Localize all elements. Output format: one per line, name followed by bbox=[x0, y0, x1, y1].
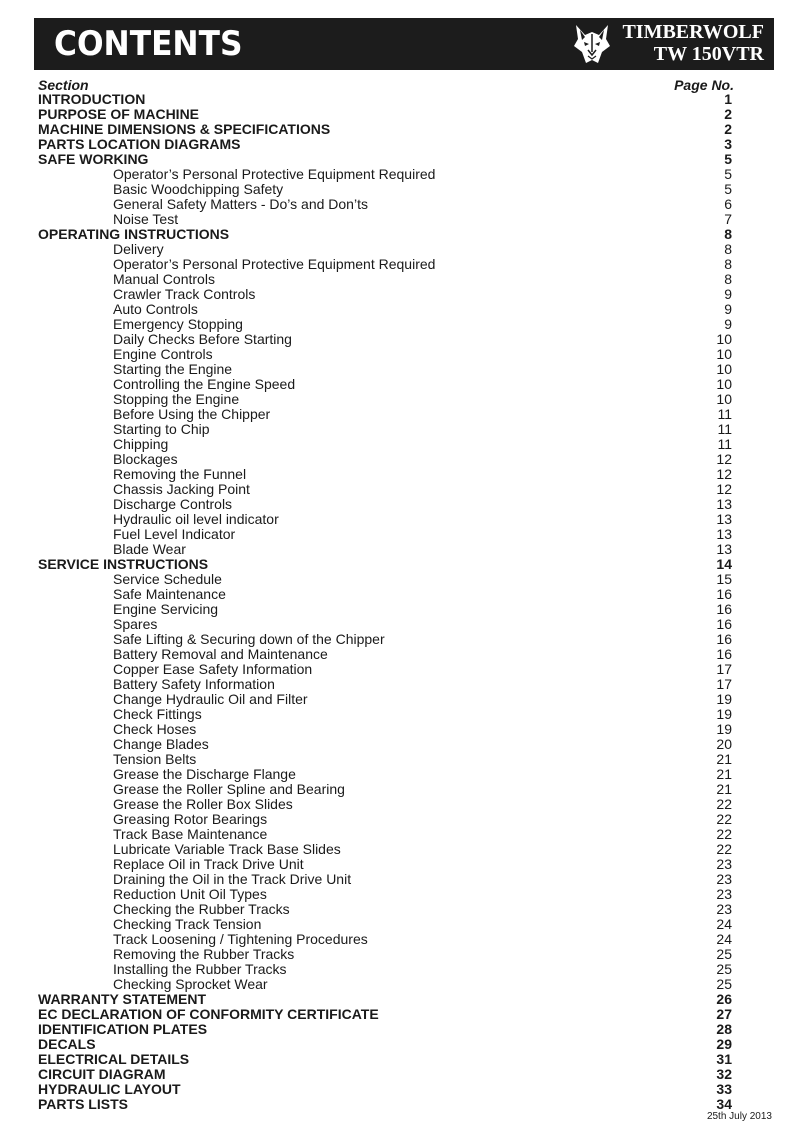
contents-subsection-row bbox=[38, 857, 734, 872]
entry-page-number: 10 bbox=[716, 361, 732, 377]
entry-label: Blade Wear bbox=[113, 541, 186, 557]
entry-page-number: 22 bbox=[716, 826, 732, 842]
contents-subsection-row bbox=[38, 332, 734, 347]
entry-label: Tension Belts bbox=[113, 751, 197, 767]
entry-label: Before Using the Chipper bbox=[113, 406, 271, 422]
entry-page-number: 31 bbox=[716, 1051, 732, 1067]
entry-label: Noise Test bbox=[113, 211, 179, 227]
contents-subsection-row bbox=[38, 287, 734, 302]
entry-page-number: 13 bbox=[716, 541, 732, 557]
entry-page-number: 8 bbox=[724, 256, 732, 272]
entry-page-number: 13 bbox=[716, 526, 732, 542]
entry-page-number: 25 bbox=[716, 946, 732, 962]
entry-label: Track Base Maintenance bbox=[113, 826, 268, 842]
contents-subsection-row bbox=[38, 572, 734, 587]
contents-section-row bbox=[38, 227, 734, 242]
contents-subsection-row bbox=[38, 797, 734, 812]
entry-page-number: 28 bbox=[716, 1021, 732, 1037]
entry-page-number: 25 bbox=[716, 961, 732, 977]
entry-label: MACHINE DIMENSIONS & SPECIFICATIONS bbox=[38, 121, 331, 137]
entry-page-number: 23 bbox=[716, 871, 732, 887]
entry-page-number: 12 bbox=[716, 481, 732, 497]
contents-subsection-row bbox=[38, 182, 734, 197]
entry-page-number: 16 bbox=[716, 646, 732, 662]
entry-label: Checking Sprocket Wear bbox=[113, 976, 268, 992]
entry-label: Operator’s Personal Protective Equipment Required bbox=[113, 256, 436, 272]
entry-page-number: 22 bbox=[716, 811, 732, 827]
entry-label: Installing the Rubber Tracks bbox=[113, 961, 287, 977]
entry-label: INTRODUCTION bbox=[38, 91, 146, 107]
entry-label: Blockages bbox=[113, 451, 178, 467]
entry-label: Engine Controls bbox=[113, 346, 213, 362]
entry-label: Removing the Rubber Tracks bbox=[113, 946, 295, 962]
entry-page-number: 26 bbox=[716, 991, 732, 1007]
entry-label: Stopping the Engine bbox=[113, 391, 240, 407]
contents-subsection-row bbox=[38, 827, 734, 842]
contents-subsection-row bbox=[38, 737, 734, 752]
wolf-head-icon bbox=[570, 22, 614, 66]
entry-label: Check Fittings bbox=[113, 706, 202, 722]
contents-subsection-row bbox=[38, 602, 734, 617]
contents-table bbox=[38, 77, 734, 1112]
entry-page-number: 8 bbox=[724, 271, 732, 287]
contents-subsection-row bbox=[38, 767, 734, 782]
contents-subsection-row bbox=[38, 647, 734, 662]
entry-label: EC DECLARATION OF CONFORMITY CERTIFICATE bbox=[38, 1006, 379, 1022]
contents-subsection-row bbox=[38, 932, 734, 947]
entry-page-number: 25 bbox=[716, 976, 732, 992]
entry-label: Checking the Rubber Tracks bbox=[113, 901, 290, 917]
contents-subsection-row bbox=[38, 167, 734, 182]
contents-subsection-row bbox=[38, 677, 734, 692]
entry-page-number: 23 bbox=[716, 901, 732, 917]
entry-label: Battery Removal and Maintenance bbox=[113, 646, 328, 662]
entry-page-number: 5 bbox=[724, 151, 732, 167]
contents-subsection-row bbox=[38, 812, 734, 827]
entry-page-number: 10 bbox=[716, 391, 732, 407]
entry-label: Manual Controls bbox=[113, 271, 215, 287]
page-header bbox=[34, 18, 774, 70]
entry-page-number: 9 bbox=[724, 286, 732, 302]
entry-label: Emergency Stopping bbox=[113, 316, 243, 332]
contents-section-row bbox=[38, 137, 734, 152]
contents-subsection-row bbox=[38, 212, 734, 227]
contents-subsection-row bbox=[38, 362, 734, 377]
entry-label: Greasing Rotor Bearings bbox=[113, 811, 268, 827]
entry-label: Spares bbox=[113, 616, 158, 632]
entry-label: Checking Track Tension bbox=[113, 916, 262, 932]
entry-label: Operator’s Personal Protective Equipment Required bbox=[113, 166, 436, 182]
entry-label: Check Hoses bbox=[113, 721, 197, 737]
entry-page-number: 8 bbox=[724, 241, 732, 257]
contents-subsection-row bbox=[38, 617, 734, 632]
page-column-header: Page No. bbox=[674, 77, 734, 93]
brand-line-1: TIMBERWOLF bbox=[622, 21, 764, 43]
contents-subsection-row bbox=[38, 272, 734, 287]
contents-subsection-row bbox=[38, 587, 734, 602]
entry-label: General Safety Matters - Do’s and Don’ts bbox=[113, 196, 368, 212]
contents-subsection-row bbox=[38, 662, 734, 677]
entry-label: Controlling the Engine Speed bbox=[113, 376, 296, 392]
contents-subsection-row bbox=[38, 407, 734, 422]
entry-page-number: 2 bbox=[724, 121, 732, 137]
contents-subsection-row bbox=[38, 782, 734, 797]
entry-page-number: 21 bbox=[716, 751, 732, 767]
entry-label: Auto Controls bbox=[113, 301, 198, 317]
entry-page-number: 19 bbox=[716, 721, 732, 737]
entry-page-number: 3 bbox=[724, 136, 732, 152]
contents-subsection-row bbox=[38, 242, 734, 257]
entry-page-number: 17 bbox=[716, 661, 732, 677]
entry-page-number: 16 bbox=[716, 631, 732, 647]
contents-section-row bbox=[38, 992, 734, 1007]
contents-subsection-row bbox=[38, 257, 734, 272]
contents-subsection-row bbox=[38, 692, 734, 707]
contents-subsection-row bbox=[38, 317, 734, 332]
entry-label: OPERATING INSTRUCTIONS bbox=[38, 226, 230, 242]
contents-section-row bbox=[38, 1007, 734, 1022]
entry-page-number: 21 bbox=[716, 766, 732, 782]
entry-page-number: 17 bbox=[716, 676, 732, 692]
contents-section-row bbox=[38, 1037, 734, 1052]
entry-page-number: 16 bbox=[716, 616, 732, 632]
entry-page-number: 13 bbox=[716, 496, 732, 512]
entry-page-number: 9 bbox=[724, 301, 732, 317]
contents-section-row bbox=[38, 1082, 734, 1097]
entry-label: CIRCUIT DIAGRAM bbox=[38, 1066, 166, 1082]
footer-date: 25th July 2013 bbox=[706, 1111, 772, 1122]
entry-label: Chipping bbox=[113, 436, 169, 452]
entry-page-number: 29 bbox=[716, 1036, 732, 1052]
contents-subsection-row bbox=[38, 542, 734, 557]
entry-label: Copper Ease Safety Information bbox=[113, 661, 313, 677]
entry-label: Track Loosening / Tightening Procedures bbox=[113, 931, 368, 947]
brand-name bbox=[622, 21, 764, 65]
contents-section-row bbox=[38, 557, 734, 572]
entry-page-number: 22 bbox=[716, 796, 732, 812]
entry-page-number: 2 bbox=[724, 106, 732, 122]
entry-page-number: 16 bbox=[716, 586, 732, 602]
contents-subsection-row bbox=[38, 887, 734, 902]
entry-label: Crawler Track Controls bbox=[113, 286, 256, 302]
entry-page-number: 10 bbox=[716, 331, 732, 347]
contents-subsection-row bbox=[38, 452, 734, 467]
entry-label: Delivery bbox=[113, 241, 164, 257]
entry-page-number: 12 bbox=[716, 466, 732, 482]
contents-section-row bbox=[38, 152, 734, 167]
contents-subsection-row bbox=[38, 437, 734, 452]
entry-page-number: 15 bbox=[716, 571, 732, 587]
contents-section-row bbox=[38, 1052, 734, 1067]
contents-subsection-row bbox=[38, 962, 734, 977]
entry-label: Hydraulic oil level indicator bbox=[113, 511, 279, 527]
entry-page-number: 20 bbox=[716, 736, 732, 752]
entry-page-number: 32 bbox=[716, 1066, 732, 1082]
contents-subsection-row bbox=[38, 707, 734, 722]
contents-subsection-row bbox=[38, 752, 734, 767]
contents-subsection-row bbox=[38, 482, 734, 497]
entry-page-number: 6 bbox=[724, 196, 732, 212]
entry-page-number: 19 bbox=[716, 691, 732, 707]
contents-subsection-row bbox=[38, 902, 734, 917]
entry-page-number: 11 bbox=[717, 436, 732, 452]
contents-subsection-row bbox=[38, 632, 734, 647]
entry-label: Engine Servicing bbox=[113, 601, 219, 617]
entry-label: PURPOSE OF MACHINE bbox=[38, 106, 200, 122]
entry-label: Grease the Roller Box Slides bbox=[113, 796, 293, 812]
contents-subsection-row bbox=[38, 722, 734, 737]
entry-page-number: 7 bbox=[724, 211, 732, 227]
entry-page-number: 22 bbox=[716, 841, 732, 857]
entry-label: PARTS LOCATION DIAGRAMS bbox=[38, 136, 241, 152]
entry-label: Removing the Funnel bbox=[113, 466, 247, 482]
entry-label: Safe Lifting & Securing down of the Chipper bbox=[113, 631, 385, 647]
entry-page-number: 21 bbox=[716, 781, 732, 797]
entry-page-number: 8 bbox=[724, 226, 732, 242]
entry-page-number: 5 bbox=[724, 166, 732, 182]
entry-label: Service Schedule bbox=[113, 571, 222, 587]
entry-label: Basic Woodchipping Safety bbox=[113, 181, 284, 197]
entry-page-number: 11 bbox=[717, 406, 732, 422]
contents-section-row bbox=[38, 122, 734, 137]
contents-entries bbox=[38, 92, 734, 1112]
entry-label: ELECTRICAL DETAILS bbox=[38, 1051, 190, 1067]
entry-label: Discharge Controls bbox=[113, 496, 233, 512]
entry-page-number: 23 bbox=[716, 886, 732, 902]
contents-section-row bbox=[38, 107, 734, 122]
entry-label: SAFE WORKING bbox=[38, 151, 149, 167]
contents-section-row bbox=[38, 1097, 734, 1112]
entry-label: Change Blades bbox=[113, 736, 209, 752]
entry-label: PARTS LISTS bbox=[38, 1096, 128, 1112]
entry-label: Battery Safety Information bbox=[113, 676, 275, 692]
entry-page-number: 11 bbox=[717, 421, 732, 437]
contents-subsection-row bbox=[38, 422, 734, 437]
entry-label: Chassis Jacking Point bbox=[113, 481, 250, 497]
entry-label: HYDRAULIC LAYOUT bbox=[38, 1081, 181, 1097]
contents-subsection-row bbox=[38, 917, 734, 932]
entry-label: SERVICE INSTRUCTIONS bbox=[38, 556, 209, 572]
entry-page-number: 9 bbox=[724, 316, 732, 332]
entry-page-number: 23 bbox=[716, 856, 732, 872]
entry-page-number: 12 bbox=[716, 451, 732, 467]
contents-subsection-row bbox=[38, 842, 734, 857]
entry-label: WARRANTY STATEMENT bbox=[38, 991, 206, 1007]
entry-label: Replace Oil in Track Drive Unit bbox=[113, 856, 304, 872]
entry-page-number: 16 bbox=[716, 601, 732, 617]
contents-section-row bbox=[38, 1022, 734, 1037]
entry-label: Grease the Roller Spline and Bearing bbox=[113, 781, 345, 797]
entry-page-number: 34 bbox=[716, 1096, 732, 1112]
contents-subsection-row bbox=[38, 347, 734, 362]
brand-line-2: TW 150VTR bbox=[653, 43, 764, 65]
entry-label: Fuel Level Indicator bbox=[113, 526, 236, 542]
entry-label: Daily Checks Before Starting bbox=[113, 331, 292, 347]
contents-subsection-row bbox=[38, 512, 734, 527]
entry-label: Draining the Oil in the Track Drive Unit bbox=[113, 871, 352, 887]
contents-subsection-row bbox=[38, 467, 734, 482]
contents-section-row bbox=[38, 92, 734, 107]
entry-page-number: 14 bbox=[716, 556, 732, 572]
contents-subsection-row bbox=[38, 377, 734, 392]
contents-subsection-row bbox=[38, 392, 734, 407]
entry-page-number: 5 bbox=[724, 181, 732, 197]
contents-subsection-row bbox=[38, 872, 734, 887]
contents-subsection-row bbox=[38, 197, 734, 212]
entry-label: Grease the Discharge Flange bbox=[113, 766, 296, 782]
entry-page-number: 24 bbox=[716, 916, 732, 932]
contents-subsection-row bbox=[38, 497, 734, 512]
contents-subsection-row bbox=[38, 947, 734, 962]
contents-subsection-row bbox=[38, 302, 734, 317]
contents-section-row bbox=[38, 1067, 734, 1082]
entry-page-number: 10 bbox=[716, 346, 732, 362]
entry-page-number: 33 bbox=[716, 1081, 732, 1097]
entry-label: Safe Maintenance bbox=[113, 586, 226, 602]
entry-label: DECALS bbox=[38, 1036, 96, 1052]
entry-page-number: 19 bbox=[716, 706, 732, 722]
entry-label: IDENTIFICATION PLATES bbox=[38, 1021, 208, 1037]
contents-subsection-row bbox=[38, 977, 734, 992]
entry-label: Starting the Engine bbox=[113, 361, 233, 377]
entry-label: Starting to Chip bbox=[113, 421, 210, 437]
entry-label: Lubricate Variable Track Base Slides bbox=[113, 841, 341, 857]
entry-label: Reduction Unit Oil Types bbox=[113, 886, 267, 902]
entry-page-number: 10 bbox=[716, 376, 732, 392]
page-title: CONTENTS bbox=[54, 24, 243, 64]
entry-page-number: 27 bbox=[716, 1006, 732, 1022]
entry-page-number: 24 bbox=[716, 931, 732, 947]
section-column-header: Section bbox=[38, 77, 89, 93]
entry-label: Change Hydraulic Oil and Filter bbox=[113, 691, 308, 707]
contents-subsection-row bbox=[38, 527, 734, 542]
entry-page-number: 13 bbox=[716, 511, 732, 527]
entry-page-number: 1 bbox=[724, 91, 732, 107]
